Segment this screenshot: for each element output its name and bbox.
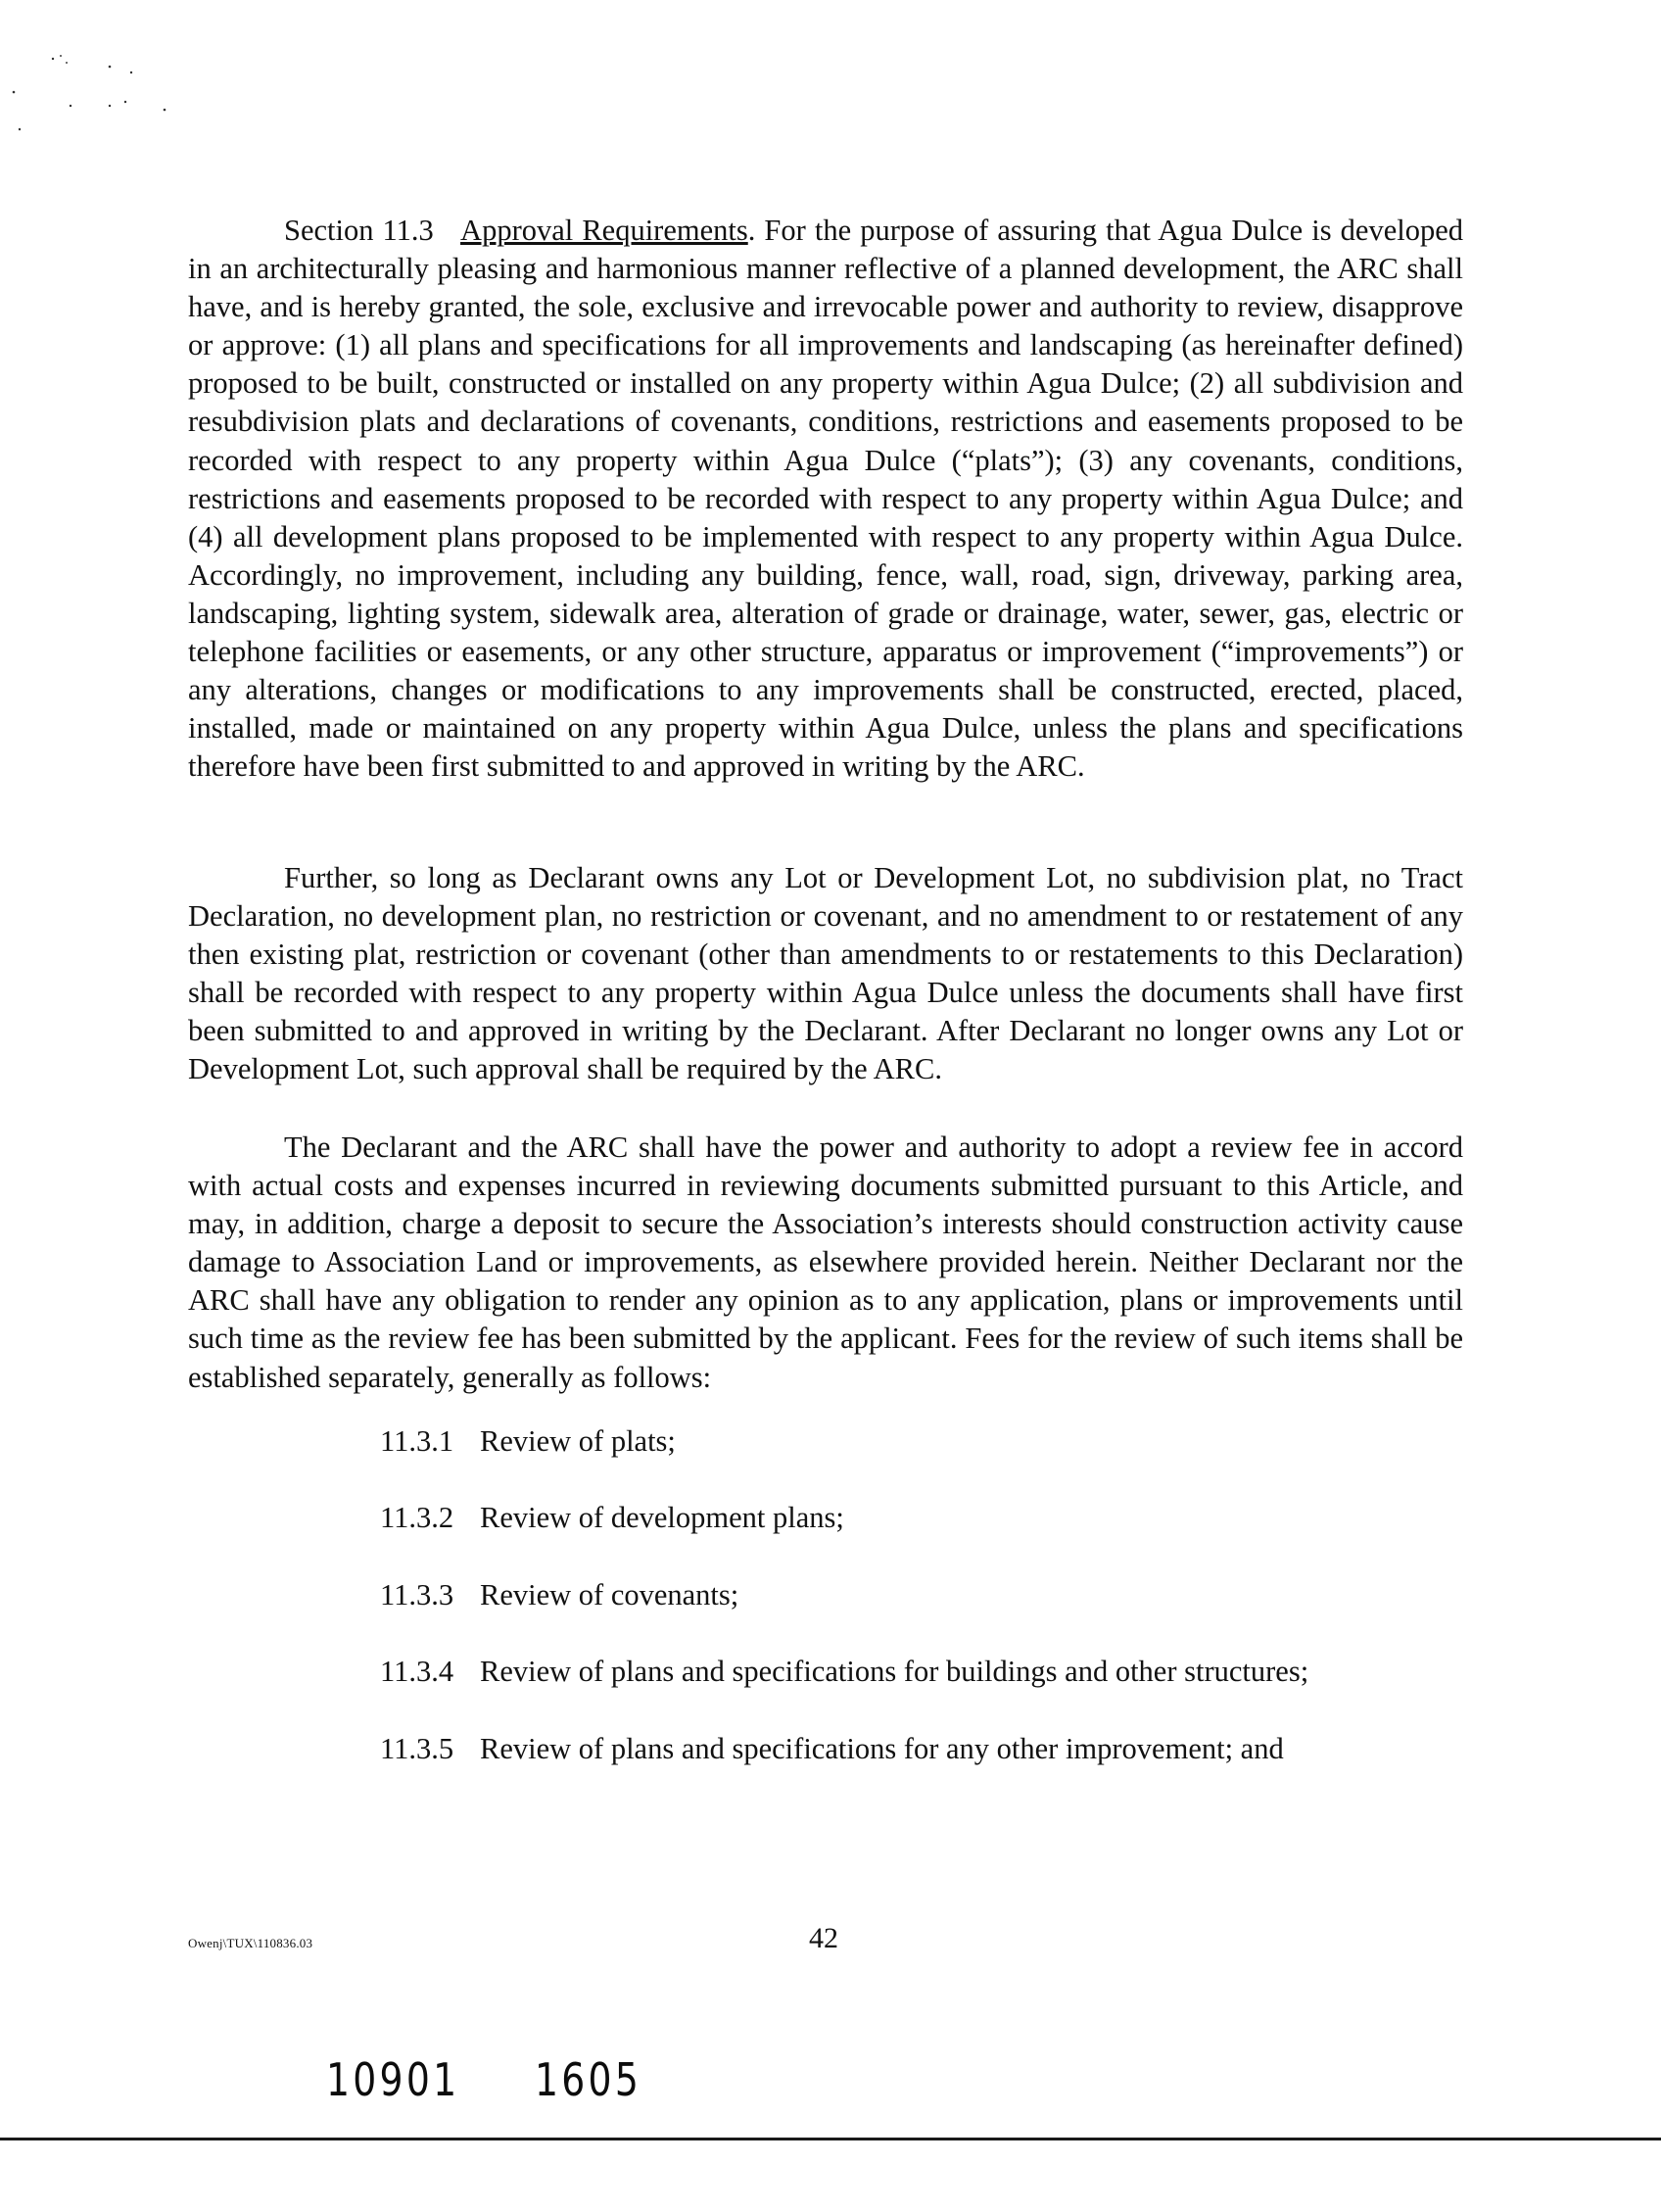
review-fee-paragraph: The Declarant and the ARC shall have the power and authority to adopt a review fee in accord with actual costs and expenses incurred in reviewing documents submitted pursuant to this Article, and may, in addition, charge a deposit to secure the Association’s interests should construction activity cause damage to Association Land or improvements, as elsewhere provided herein. Neither Declarant nor the ARC shall have any obligation to render any opinion as to any application, plans or improvements until such time as the review fee has been submitted by the applicant. Fees for the review of such items shall be established separately, generally as follows: bbox=[188, 1130, 1463, 1394]
fee-item-text: Review of plans and specifications for any other improvement; and bbox=[480, 1732, 1284, 1765]
fee-item-text: Review of plans and specifications for buildings and other structures; bbox=[480, 1655, 1309, 1688]
section-intro-text: . For the purpose of assuring that Agua Dulce is developed in an architecturally pleasing and harmonious manner reflective of a planned development, the ARC shall have, and is hereby granted, the sole, exclusive and irrevocable power and authority to review, disapprove or approve: (1) all plans and specifications for all improvements and landscaping (as hereinafter defined) proposed to be built, constructed or installed on any property within Agua Dulce; (2) all subdivision and resubdivision plats and declarations of covenants, conditions, restrictions and easements proposed to be recorded with respect to any property within Agua Dulce (“plats”); (3) any covenants, conditions, restrictions and easements proposed to be recorded with respect to any property within Agua Dulce; and (4) all development plans proposed to be implemented with respect to any property within Agua Dulce. Accordingly, no improvement, including any building, fence, wall, road, sign, driveway, parking area, landscaping, lighting system, sidewalk area, alteration of grade or drainage, water, sewer, gas, electric or telephone facilities or easements, or any other structure, apparatus or improvement (“improvements”) or any alterations, changes or modifications to any improvements shall be constructed, erected, placed, installed, made or maintained on any property within Agua Dulce, unless the plans and specifications therefore have been first submitted to and approved in writing by the ARC. bbox=[188, 214, 1463, 784]
fee-list-item bbox=[380, 1576, 738, 1614]
footer-file-reference: Owenj\TUX\110836.03 bbox=[188, 1936, 313, 1950]
fee-item-number: 11.3.2 bbox=[380, 1501, 454, 1534]
fee-item-text: Review of covenants; bbox=[480, 1578, 739, 1611]
fee-item-number: 11.3.1 bbox=[380, 1424, 454, 1458]
section-11-3-paragraph bbox=[188, 212, 1463, 786]
fee-list-item bbox=[380, 1730, 1284, 1768]
page-number: 42 bbox=[809, 1922, 838, 1954]
declarant-approval-paragraph: Further, so long as Declarant owns any Lot or Development Lot, no subdivision plat, no Tract Declaration, no development plan, no restriction or covenant, and no amendment to or restatement of any then existing plat, restriction or covenant (other than amendments to or restatements to this Declaration) shall be recorded with respect to any property within Agua Dulce unless the documents shall have first been submitted to and approved in writing by the Declarant. After Declarant no longer owns any Lot or Development Lot, such approval shall be required by the ARC. bbox=[188, 861, 1463, 1086]
recording-stamp-book: 10901 bbox=[326, 2053, 460, 2106]
fee-item-number: 11.3.4 bbox=[380, 1655, 454, 1688]
fee-list-item bbox=[380, 1499, 844, 1537]
fee-item-number: 11.3.5 bbox=[380, 1732, 454, 1765]
fee-item-text: Review of plats; bbox=[480, 1424, 676, 1458]
section-label: Section 11.3 bbox=[284, 214, 434, 247]
fee-item-text: Review of development plans; bbox=[480, 1501, 844, 1534]
section-heading: Approval Requirements bbox=[460, 214, 748, 247]
fee-list-item bbox=[380, 1422, 676, 1461]
fee-list-item bbox=[380, 1653, 1308, 1691]
scan-edge-line bbox=[0, 2138, 1661, 2140]
fee-item-number: 11.3.3 bbox=[380, 1578, 454, 1611]
recording-stamp-page: 1605 bbox=[535, 2053, 642, 2106]
scan-specks bbox=[8, 51, 204, 139]
